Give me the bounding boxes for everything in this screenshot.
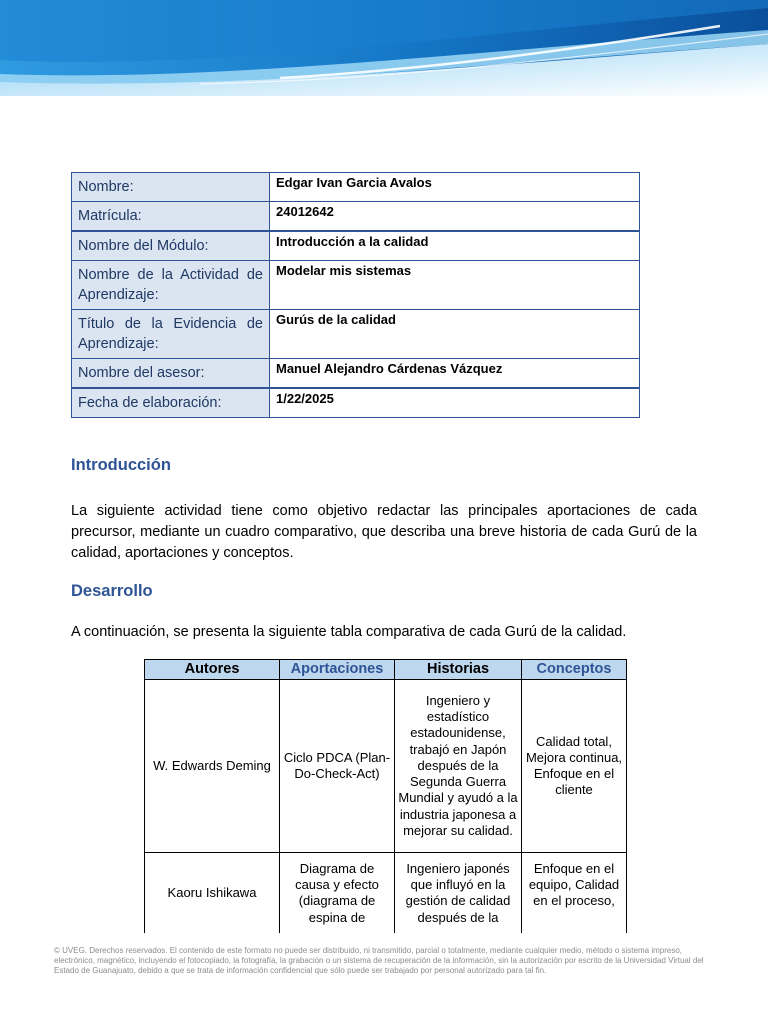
enrollment-label: Matrícula: — [72, 202, 270, 232]
advisor-label: Nombre del asesor: — [72, 359, 270, 389]
activity-value: Modelar mis sistemas — [270, 261, 640, 310]
info-row-activity — [72, 261, 640, 310]
name-value: Edgar Ivan Garcia Avalos — [270, 173, 640, 202]
copyright-footer: © UVEG. Derechos reservados. El contenido de este formato no puede ser distribuido, ni transmitido, parcial o totalmente, mediante cualquier medio, método o sistema impreso, electrónico, magnético, incluyendo el fotocopiado, la fotografía, la grabación o un sistema de recuperación de la información, sin la autorización por escrito de la Universidad Virtual del Estado de Guanajuato, debido a que se trata de información confidencial que sólo puede ser trabajado por personal autorizado para tal fin. — [54, 946, 704, 975]
info-row-evidence — [72, 310, 640, 359]
gurus-comparison-table — [144, 659, 627, 933]
concepts-cell: Calidad total, Mejora continua, Enfoque en el cliente — [522, 680, 627, 853]
concepts-cell: Enfoque en el equipo, Calidad en el proceso, — [522, 853, 627, 934]
author-cell: W. Edwards Deming — [145, 680, 280, 853]
history-cell: Ingeniero y estadístico estadounidense, trabajó en Japón después de la Segunda Guerra Mundial y ayudó a la industria japonesa a mejorar su calidad. — [395, 680, 522, 853]
table-header-row — [145, 660, 627, 680]
intro-heading: Introducción — [71, 456, 171, 474]
evidence-value: Gurús de la calidad — [270, 310, 640, 359]
header-histories: Historias — [395, 660, 522, 680]
info-row-module — [72, 231, 640, 261]
banner-graphic — [0, 0, 768, 96]
contribution-cell: Diagrama de causa y efecto (diagrama de espina de — [280, 853, 395, 934]
student-info-table — [71, 172, 640, 418]
table-row — [145, 853, 627, 934]
module-value: Introducción a la calidad — [270, 231, 640, 261]
date-value: 1/22/2025 — [270, 388, 640, 418]
development-paragraph: A continuación, se presenta la siguiente tabla comparativa de cada Gurú de la calidad. — [71, 624, 627, 640]
name-label: Nombre: — [72, 173, 270, 202]
advisor-value: Manuel Alejandro Cárdenas Vázquez — [270, 359, 640, 389]
history-cell: Ingeniero japonés que influyó en la gestión de calidad después de la — [395, 853, 522, 934]
info-row-name — [72, 173, 640, 202]
evidence-label: Título de la Evidencia de Aprendizaje: — [72, 310, 270, 359]
enrollment-value: 24012642 — [270, 202, 640, 232]
comparison-table-wrapper — [140, 655, 632, 933]
header-banner — [0, 0, 768, 96]
intro-paragraph: La siguiente actividad tiene como objetivo redactar las principales aportaciones de cada precursor, mediante un cuadro comparativo, que describa una breve historia de cada Gurú de la calidad, aportaciones y conceptos. — [71, 503, 697, 561]
info-row-enrollment — [72, 202, 640, 232]
module-label: Nombre del Módulo: — [72, 231, 270, 261]
header-contributions: Aportaciones — [280, 660, 395, 680]
info-row-advisor — [72, 359, 640, 389]
contribution-cell: Ciclo PDCA (Plan-Do-Check-Act) — [280, 680, 395, 853]
header-authors: Autores — [145, 660, 280, 680]
header-concepts: Conceptos — [522, 660, 627, 680]
info-row-date — [72, 388, 640, 418]
author-cell: Kaoru Ishikawa — [145, 853, 280, 934]
date-label: Fecha de elaboración: — [72, 388, 270, 418]
development-heading: Desarrollo — [71, 582, 153, 600]
table-row — [145, 680, 627, 853]
activity-label: Nombre de la Actividad de Aprendizaje: — [72, 261, 270, 310]
